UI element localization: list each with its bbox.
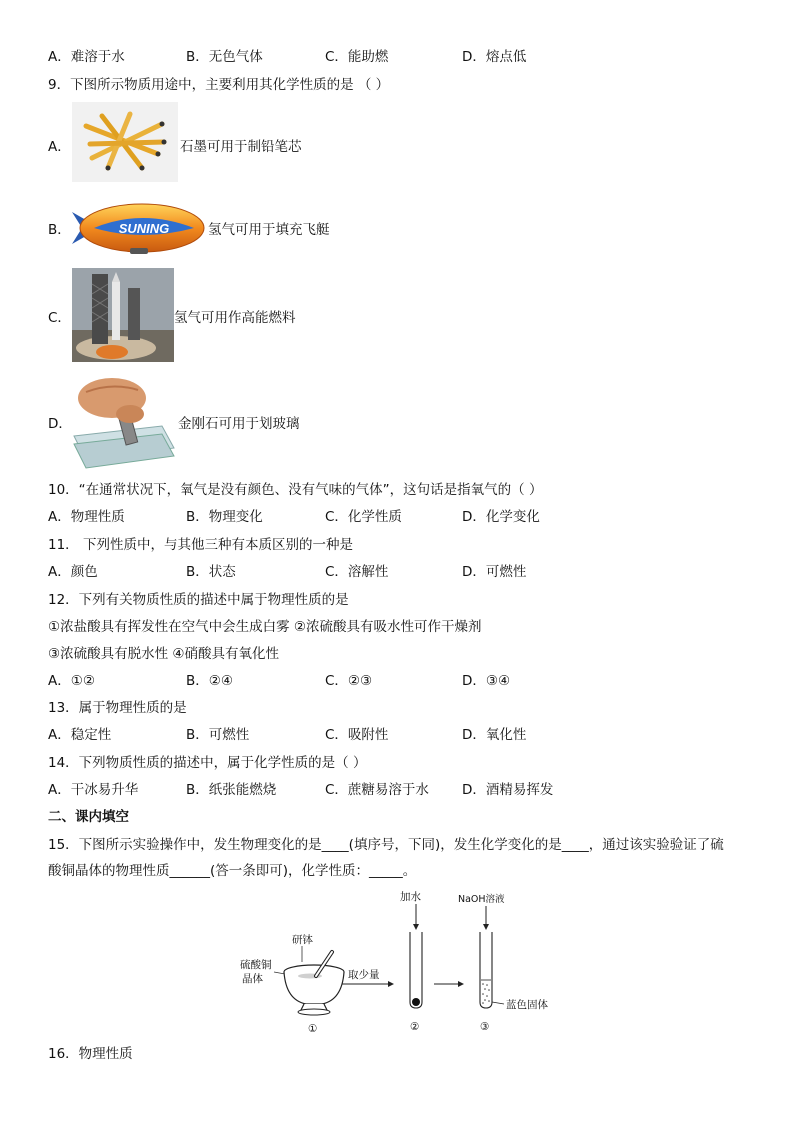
q12-option-c: C．②③ [325,673,373,689]
blimp-logo-text: SUNING [118,221,170,236]
step-3-label: ③ [480,1021,490,1033]
pencils-image [72,102,178,182]
q10-option-a: A．物理性质 [48,509,125,525]
q15-line-2: 酸铜晶体的物理性质______(答一条即可)，化学性质：_____。 [48,863,417,879]
pestle-label: 研钵 [292,934,313,946]
q12-items-2: ③浓硫酸具有脱水性 ④硝酸具有氧化性 [48,646,279,662]
q10-option-d: D．化学变化 [462,509,540,525]
q8-option-c: C．能助燃 [325,49,389,65]
q13-option-a: A．稳定性 [48,727,112,743]
mortar-icon [284,952,344,1015]
test-tube-3 [480,932,492,1008]
glass-cutting-image [72,374,176,470]
q9-option-a-text: 石墨可用于制铅笔芯 [180,139,302,155]
q12-items-1: ①浓盐酸具有挥发性在空气中会生成白雾 ②浓硫酸具有吸水性可作干燥剂 [48,619,482,635]
section-2-heading: 二、课内填空 [48,809,129,825]
q9-stem: 9．下图所示物质用途中，主要利用其化学性质的是 （ ） [48,77,390,93]
q14-stem: 14．下列物质性质的描述中，属于化学性质的是（ ） [48,755,367,771]
q12-option-d: D．③④ [462,673,511,689]
test-tube-2 [410,932,422,1008]
q13-option-d: D．氧化性 [462,727,527,743]
naoh-label: NaOH溶液 [458,894,505,905]
q12-option-b: B．②④ [186,673,233,689]
q14-option-b: B．纸张能燃烧 [186,782,277,798]
experiment-diagram [230,886,570,1038]
q8-option-a: A．难溶于水 [48,49,125,65]
q14-option-a: A．干冰易升华 [48,782,139,798]
step-1-label: ① [308,1023,318,1035]
q14-option-d: D．酒精易挥发 [462,782,554,798]
q9-option-a-label: A． [48,139,71,155]
q11-option-a: A．颜色 [48,564,98,580]
q11-options [48,563,748,581]
q14-option-c: C．蔗糖易溶于水 [325,782,429,798]
q10-stem: 10．“在通常状况下，氧气是没有颜色、没有气味的气体”，这句话是指氧气的（ ） [48,482,543,498]
q12-options [48,672,748,690]
blue-solid-label: 蓝色固体 [506,999,548,1011]
q8-option-b: B．无色气体 [186,49,263,65]
q10-option-b: B．物理变化 [186,509,263,525]
q13-option-b: B．可燃性 [186,727,250,743]
q10-option-c: C．化学性质 [325,509,402,525]
blimp-image [72,198,208,258]
crystal-label-1: 硫酸铜 [240,959,272,971]
q9-option-d-text: 金刚石可用于划玻璃 [178,416,300,432]
q9-option-c-label: C． [48,310,71,326]
q11-option-d: D．可燃性 [462,564,527,580]
q12-stem: 12．下列有关物质性质的描述中属于物理性质的是 [48,592,349,608]
q11-option-c: C．溶解性 [325,564,389,580]
q9-option-d [48,374,448,470]
q9-option-d-label: D． [48,416,72,432]
q16-stem: 16．物理性质 [48,1046,133,1062]
q13-option-c: C．吸附性 [325,727,389,743]
q8-options [48,48,748,66]
q15-line-1: 15．下图所示实验操作中，发生物理变化的是____(填序号，下同)，发生化学变化的是____，通过该实验验证了硫 [48,837,724,853]
q9-option-b [48,198,448,258]
step-2-label: ② [410,1021,420,1033]
q9-option-a [48,102,448,182]
q9-option-c-text: 氢气可用作高能燃料 [174,310,296,326]
q8-option-d: D．熔点低 [462,49,527,65]
q13-options [48,726,748,744]
arrow-1-label: 取少量 [348,969,380,981]
crystal-label-2: 晶体 [242,973,263,985]
water-label: 加水 [400,891,421,903]
q11-stem: 11． 下列性质中，与其他三种有本质区别的一种是 [48,537,353,553]
q9-option-b-label: B． [48,222,71,238]
q10-options [48,508,748,526]
q12-option-a: A．①② [48,673,95,689]
q9-option-b-text: 氢气可用于填充飞艇 [208,222,330,238]
q13-stem: 13．属于物理性质的是 [48,700,187,716]
q9-option-c [48,268,448,362]
rocket-launch-image [72,268,174,362]
q11-option-b: B．状态 [186,564,236,580]
q14-options [48,781,748,799]
